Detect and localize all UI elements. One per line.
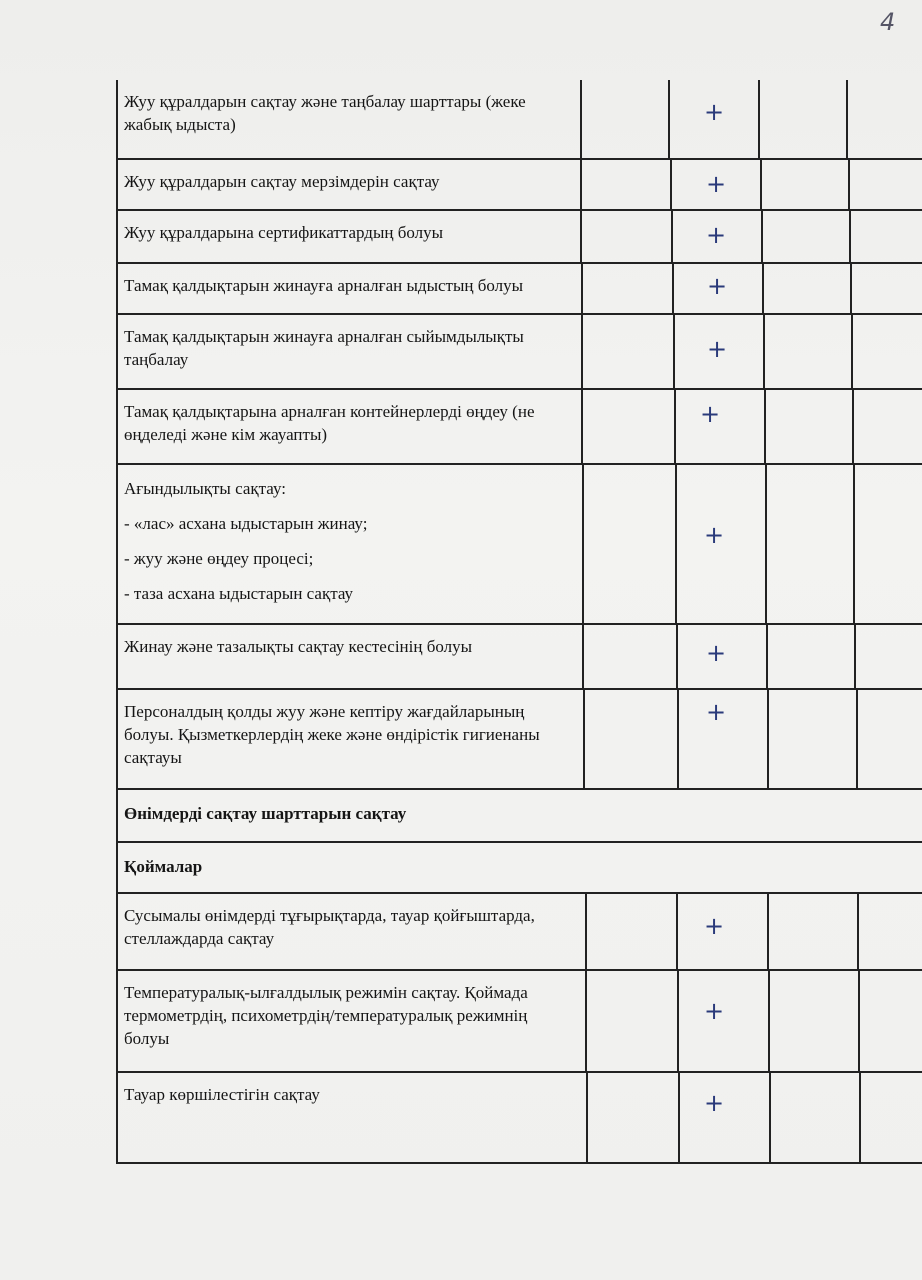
column-divider [677,690,679,788]
table-row [116,465,922,625]
section-header-row [116,790,922,843]
column-divider [848,160,850,209]
handwritten-plus-mark: + [704,997,725,1025]
criterion-text: Тамақ қалдықтарын жинауға арналған ыдыстың болуы [124,276,524,295]
column-divider [581,390,583,463]
column-divider [673,315,675,388]
table-row [116,894,922,971]
criterion-text: Жинау және тазалықты сақтау кестесінің болуы [124,637,473,656]
column-divider [767,690,769,788]
handwritten-plus-mark: + [700,400,721,428]
column-divider [767,894,769,969]
column-divider [758,80,760,158]
handwritten-plus-mark: + [706,639,727,667]
column-divider [580,80,582,158]
column-divider [850,264,852,313]
column-divider [852,390,854,463]
column-divider [765,465,767,623]
handwritten-plus-mark: + [707,335,728,363]
table-row [116,1073,922,1164]
criterion-text: Персоналдың қолды жуу және кептіру жағдайларының болуы. Қызметкерлердің жеке және өндірістік гигиенаны сақтауы [124,702,540,767]
handwritten-plus-mark: + [704,98,725,126]
column-divider [761,211,763,262]
column-divider [760,160,762,209]
criterion-text: Сусымалы өнімдерді тұғырықтарда, тауар қойғыштарда, стеллаждарда сақтау [124,906,535,948]
handwritten-plus-mark: + [706,698,727,726]
column-divider [678,1073,680,1162]
table-row [116,160,922,211]
column-divider [762,264,764,313]
criterion-text-block [116,465,580,623]
handwritten-plus-mark: + [706,170,727,198]
column-divider [676,625,678,688]
criterion-line: - жуу және өңдеу процесі; [124,549,314,568]
criterion-text: Тауар көршілестігін сақтау [124,1085,320,1104]
column-divider [764,390,766,463]
handwritten-plus-mark: + [704,912,725,940]
column-divider [856,690,858,788]
column-divider [583,690,585,788]
criterion-line: - таза асхана ыдыстарын сақтау [124,584,354,603]
column-divider [675,465,677,623]
column-divider [585,894,587,969]
column-divider [846,80,848,158]
criterion-text: Жуу құралдарына сертификаттардың болуы [124,223,444,242]
handwritten-plus-mark: + [706,221,727,249]
column-divider [849,211,851,262]
criterion-text: Тамақ қалдықтарына арналған контейнерлерді өңдеу (не өңделеді және кім жауапты) [124,402,535,444]
table-row [116,390,922,465]
column-divider [768,971,770,1071]
column-divider [586,1073,588,1162]
column-divider [670,160,672,209]
criterion-line: - «лас» асхана ыдыстарын жинау; [124,514,368,533]
table-row [116,690,922,790]
column-divider [769,1073,771,1162]
column-divider [581,315,583,388]
column-divider [580,160,582,209]
column-divider [677,971,679,1071]
column-divider [581,264,583,313]
section-title: Өнімдерді сақтау шарттарын сақтау [124,804,407,823]
column-divider [859,1073,861,1162]
table-row [116,264,922,315]
column-divider [858,971,860,1071]
column-divider [668,80,670,158]
column-divider [763,315,765,388]
column-divider [853,465,855,623]
handwritten-plus-mark: + [707,272,728,300]
column-divider [582,625,584,688]
column-divider [851,315,853,388]
table-row [116,211,922,264]
criterion-text: Жуу құралдарын сақтау мерзімдерін сақтау [124,172,440,191]
column-divider [674,390,676,463]
handwritten-plus-mark: + [704,521,725,549]
column-divider [672,264,674,313]
criterion-text: Жуу құралдарын сақтау және таңбалау шарттары (жеке жабық ыдыста) [124,92,526,134]
page-number: 4 [880,8,896,36]
table-row [116,80,922,160]
handwritten-plus-mark: + [704,1089,725,1117]
column-divider [854,625,856,688]
column-divider [582,465,584,623]
column-divider [671,211,673,262]
table-row [116,625,922,690]
criterion-text: Температуралық-ылғалдылық режимін сақтау. Қоймада термометрдің, психометрдің/температуралық режимнің болуы [124,983,528,1048]
column-divider [766,625,768,688]
column-divider [676,894,678,969]
column-divider [857,894,859,969]
table-row [116,315,922,390]
criterion-line: Ағындылықты сақтау: [124,479,286,498]
column-divider [580,211,582,262]
section-title: Қоймалар [124,857,203,876]
checklist-table [116,80,922,1164]
section-header-row [116,843,922,894]
table-row [116,971,922,1073]
column-divider [585,971,587,1071]
criterion-text: Тамақ қалдықтарын жинауға арналған сыйымдылықты таңбалау [124,327,524,369]
